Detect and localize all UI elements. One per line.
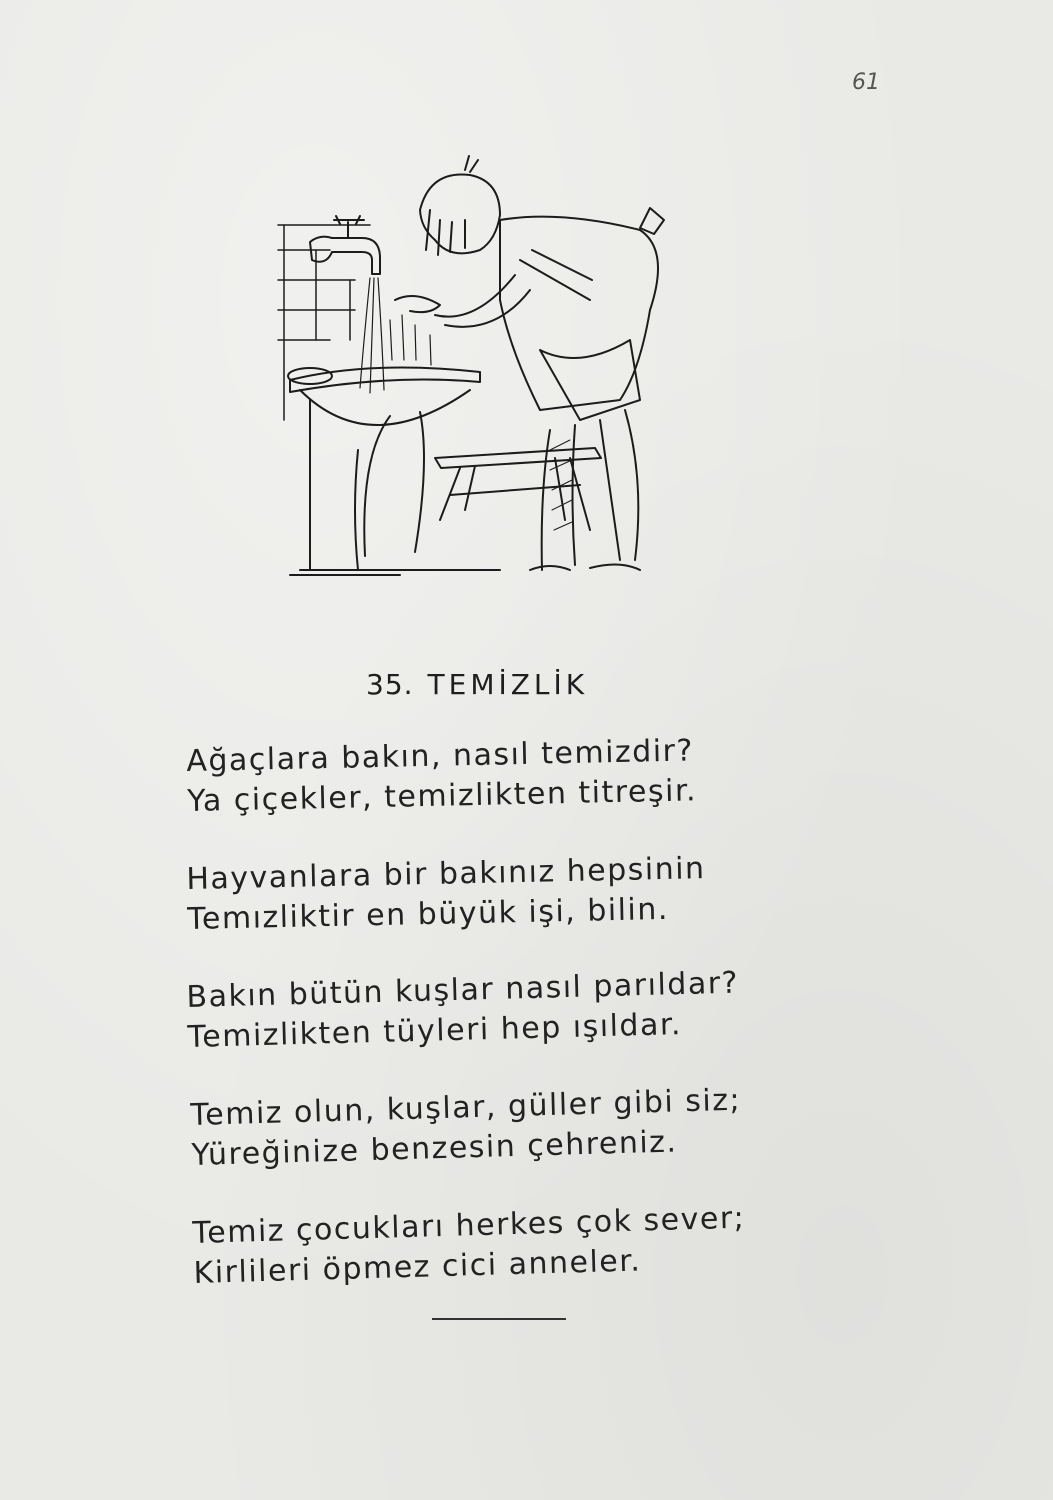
poem-title-text: TEMİZLİK	[427, 668, 589, 701]
poem-line: Temiz çocukları herkes çok sever;	[192, 1200, 746, 1251]
poem-number: 35.	[366, 668, 414, 701]
poem-line: Temizlikten tüyleri hep ışıldar.	[187, 1007, 683, 1055]
page-number: 61	[852, 70, 880, 95]
poem-title	[366, 668, 588, 701]
child-figure	[395, 156, 664, 570]
poem-line: Hayvanlara bir bakınız hepsinin	[186, 851, 706, 897]
poem-line: Bakın bütün kuşlar nasıl parıldar?	[186, 965, 740, 1015]
poem-stanza	[192, 1199, 747, 1294]
poem-line: Yüreğinize benzesin çehreniz.	[191, 1124, 678, 1173]
water-streams	[360, 278, 431, 393]
poem-line: Ağaçlara bakın, nasıl temizdir?	[186, 733, 695, 779]
child-washing-face-illustration	[270, 150, 700, 590]
poem-line: Temiz olun, kuşlar, güller gibi siz;	[190, 1082, 742, 1133]
poem-stanza	[190, 1081, 743, 1176]
sink-basin	[288, 368, 500, 576]
poem-line: Ya çiçekler, temizlikten titreşir.	[186, 773, 698, 819]
poem-line: Kirlileri öpmez cici anneler.	[193, 1243, 642, 1291]
poem-line: Temızliktir en büyük işi, bilin.	[186, 891, 670, 937]
end-divider	[432, 1318, 566, 1320]
poem-stanza	[186, 731, 697, 822]
poem-stanza	[186, 964, 741, 1058]
stool	[435, 448, 601, 530]
poem-stanza	[186, 849, 707, 940]
